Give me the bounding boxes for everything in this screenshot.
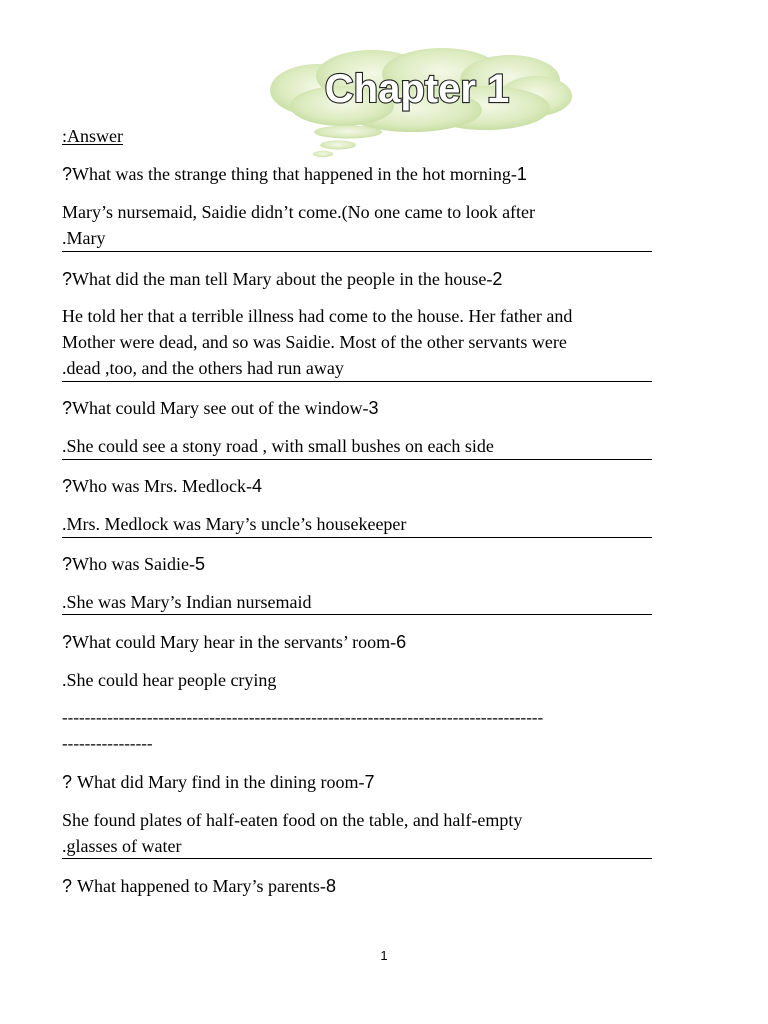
answer-5-line-1: .She was Mary’s Indian nursemaid (62, 592, 312, 612)
question-number: 1 (516, 164, 527, 184)
chapter-title: Chapter 1 (324, 67, 510, 111)
question-text: What was the strange thing that happened in the hot morning- (72, 164, 517, 184)
question-text: Who was Mrs. Medlock- (72, 476, 252, 496)
question-1 (62, 163, 527, 185)
question-4 (62, 475, 262, 497)
question-text: What could Mary see out of the window- (72, 398, 369, 418)
question-8 (62, 875, 336, 897)
answer-2-line-2: Mother were dead, and so was Saidie. Most of the other servants were (62, 332, 567, 352)
question-mark: ? (62, 876, 78, 896)
question-number: 2 (492, 269, 503, 289)
question-number: 6 (396, 632, 407, 652)
question-number: 8 (325, 876, 336, 896)
question-mark: ? (62, 772, 78, 792)
answer-divider (62, 459, 652, 460)
answer-divider (62, 537, 652, 538)
answer-divider (62, 251, 652, 252)
dashed-line-1: ------------------------------------------------------------------------------------- (62, 708, 544, 727)
answer-2-line-1: He told her that a terrible illness had come to the house. Her father and (62, 306, 573, 326)
question-mark: ? (62, 269, 73, 289)
question-number: 5 (194, 554, 205, 574)
answer-1-line-1: Mary’s nursemaid, Saidie didn’t come.(No one came to look after (62, 202, 536, 222)
question-number: 4 (251, 476, 262, 496)
question-mark: ? (62, 398, 73, 418)
question-mark: ? (62, 632, 73, 652)
question-mark: ? (62, 164, 73, 184)
question-7 (62, 771, 374, 793)
dashed-line-2: ---------------- (62, 734, 153, 753)
question-number: 3 (368, 398, 379, 418)
question-text: Who was Saidie- (72, 554, 195, 574)
question-text: What did the man tell Mary about the people in the house- (72, 269, 493, 289)
answer-6-line-1: .She could hear people crying (62, 670, 277, 690)
answer-7-line-1: She found plates of half-eaten food on the table, and half-empty (62, 810, 523, 830)
question-5 (62, 553, 205, 575)
question-6 (62, 631, 406, 653)
question-2 (62, 268, 502, 290)
page-number: 1 (380, 948, 388, 963)
chapter-title-cloud (262, 46, 580, 162)
question-text: What happened to Mary’s parents- (77, 876, 326, 896)
question-mark: ? (62, 554, 73, 574)
answer-1-line-2: .Mary (62, 228, 106, 248)
thought-cloud-icon (262, 46, 580, 162)
answer-divider (62, 614, 652, 615)
answer-label: :Answer (62, 126, 123, 146)
answer-4-line-1: .Mrs. Medlock was Mary’s uncle’s housekeeper (62, 514, 407, 534)
question-mark: ? (62, 476, 73, 496)
answer-7-line-2: .glasses of water (62, 836, 182, 856)
question-text: What did Mary find in the dining room- (77, 772, 365, 792)
answer-divider (62, 858, 652, 859)
answer-3-line-1: .She could see a stony road , with small bushes on each side (62, 436, 494, 456)
answer-divider (62, 381, 652, 382)
question-3 (62, 397, 378, 419)
question-number: 7 (364, 772, 375, 792)
question-text: What could Mary hear in the servants’ room- (72, 632, 397, 652)
answer-2-line-3: .dead ,too, and the others had run away (62, 358, 344, 378)
